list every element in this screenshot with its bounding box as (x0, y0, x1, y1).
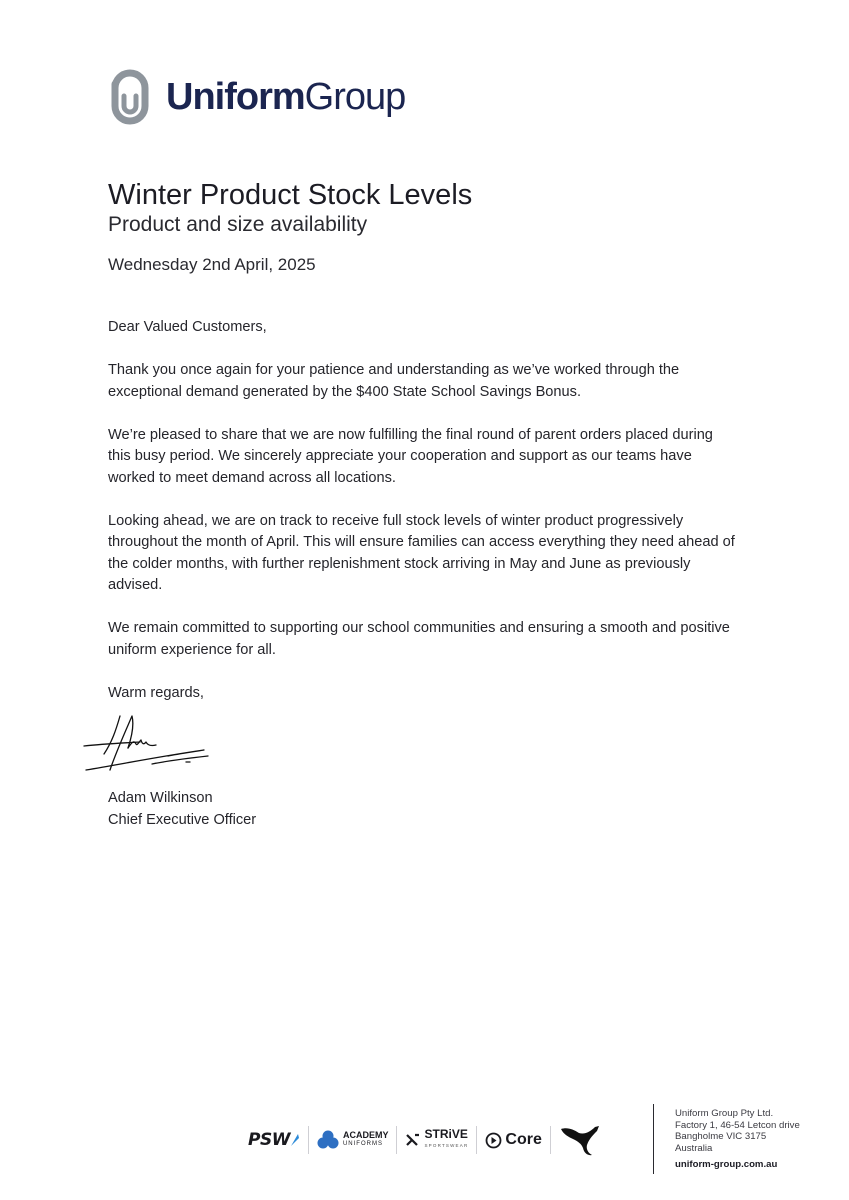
academy-trefoil-icon (317, 1130, 339, 1150)
uniform-group-logo-mark-icon (108, 66, 152, 128)
closing: Warm regards, (108, 684, 204, 701)
footer-separator (396, 1126, 397, 1154)
signer-block (108, 788, 256, 831)
core-logo (485, 1120, 541, 1160)
footer-brand-logos (248, 1120, 601, 1160)
strive-chevron-icon (405, 1133, 421, 1147)
academy-line2: UNIFORMS (342, 1141, 383, 1147)
address-line1: Factory 1, 46-54 Letcon drive (675, 1119, 800, 1131)
company-name: Uniform Group Pty Ltd. (675, 1108, 774, 1119)
uniform-group-logo (108, 66, 405, 128)
signature (82, 712, 210, 778)
address-country: Australia (675, 1142, 713, 1154)
document-title: Winter Product Stock Levels (108, 179, 473, 211)
company-address (675, 1108, 800, 1171)
footer-separator (476, 1126, 477, 1154)
letter-body (108, 317, 738, 726)
paragraph: We remain committed to supporting our school communities and ensuring a smooth and positive uniform experience for all. (108, 620, 730, 658)
psw-accent-icon (290, 1132, 300, 1148)
website-link[interactable]: uniform-group.com.au (675, 1159, 778, 1170)
document-date: Wednesday 2nd April, 2025 (108, 255, 316, 274)
address-line2: Bangholme VIC 3175 (675, 1131, 767, 1142)
paragraph: Thank you once again for your patience and understanding as we’ve worked through the exceptional demand generated by the $400 State School Savings Bonus. (108, 362, 680, 400)
core-wordmark: Core (505, 1131, 542, 1148)
brand-wordmark (166, 78, 405, 116)
footer-divider (653, 1104, 654, 1174)
document-subtitle: Product and size availability (108, 213, 368, 236)
puma-logo (559, 1120, 601, 1160)
puma-cat-icon (559, 1123, 601, 1157)
footer-separator (550, 1126, 551, 1154)
academy-uniforms-logo (317, 1120, 389, 1160)
psw-wordmark: PSW (248, 1130, 290, 1150)
brand-wordmark-bold: Uniform (166, 76, 305, 118)
signer-title: Chief Executive Officer (108, 811, 257, 828)
footer-separator (308, 1126, 309, 1154)
strive-logo (405, 1120, 468, 1160)
academy-line1: ACADEMY (342, 1130, 389, 1140)
core-play-icon (485, 1132, 502, 1149)
paragraph: We’re pleased to share that we are now fulfilling the final round of parent orders placed during this busy period. We sincerely appreciate your cooperation and support as our teams have worked to meet demand across all locations. (108, 426, 713, 486)
strive-wordmark: STRiVE (424, 1127, 468, 1141)
signer-name: Adam Wilkinson (108, 790, 213, 806)
strive-sub: SPORTSWEAR (424, 1143, 469, 1148)
salutation: Dear Valued Customers, (108, 319, 267, 335)
brand-wordmark-light: Group (304, 76, 406, 118)
psw-logo (248, 1120, 300, 1160)
paragraph: Looking ahead, we are on track to receive full stock levels of winter product progressively throughout the month of April. This will ensure families can access everything they need ahead of the colder months, with further replenishment stock arriving in May and June as previously advised. (108, 512, 735, 593)
